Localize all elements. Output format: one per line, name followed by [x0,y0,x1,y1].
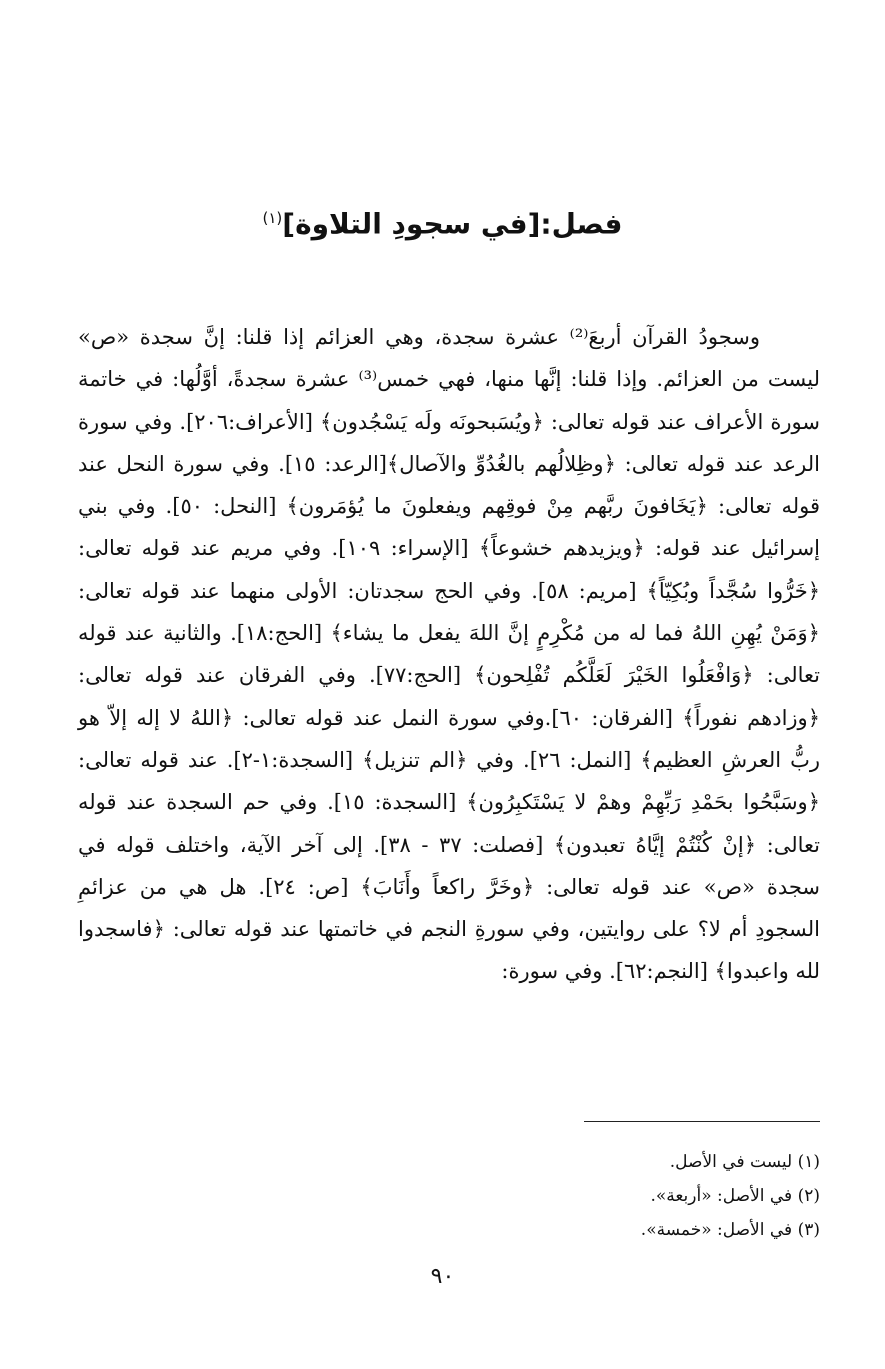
footnote-ref-1: (١) [262,209,283,227]
body-paragraph: وسجودُ القرآن أربعَ⁽²⁾ عشرة سجدة، وهي العزائم إذا قلنا: إنَّ سجدة «ص» ليست من العزائم. وإذا قلنا: إنَّها منها، فهي خمس⁽³⁾ عشرة سجدةً، أوَّلُها: في خاتمة سورة الأعراف عند قوله تعالى: ﴿ويُسَبحونَه ولَه يَسْجُدون﴾ [الأعراف:٢٠٦]. وفي سورة الرعد عند قوله تعالى: ﴿وظِلالُهم بالغُدُوِّ والآصال﴾[الرعد: ١٥]. وفي سورة النحل عند قوله تعالى: ﴿يَخَافونَ ربَّهم مِنْ فوقِهم ويفعلونَ ما يُؤمَرون﴾ [النحل: ٥٠]. وفي بني إسرائيل عند قوله: ﴿ويزيدهم خشوعاً﴾ [الإسراء: ١٠٩]. وفي مريم عند قوله تعالى: ﴿خَرُّوا سُجَّداً وبُكِيّاً﴾ [مريم: ٥٨]. وفي الحج سجدتان: الأولى منهما عند قوله تعالى: ﴿وَمَنْ يُهِنِ اللهُ فما له من مُكْرِمٍ إنَّ اللهَ يفعل ما يشاء﴾ [الحج:١٨]. والثانية عند قوله تعالى: ﴿وَافْعَلُوا الخَيْرَ لَعَلَّكُم تُفْلِحون﴾ [الحج:٧٧]. وفي الفرقان عند قوله تعالى: ﴿وزادهم نفوراً﴾ [الفرقان: ٦٠].وفي سورة النمل عند قوله تعالى: ﴿اللهُ لا إله إلاّ هو ربُّ العرشِ العظيم﴾ [النمل: ٢٦]. وفي ﴿الم تنزيل﴾ [السجدة:١-٢]. عند قوله تعالى:﴿وسَبَّحُوا بحَمْدِ رَبِّهِمْ وهمْ لا يَسْتَكبِرُون﴾ [السجدة: ١٥]. وفي حم السجدة عند قوله تعالى: ﴿إنْ كُنْتُمْ إيَّاهُ تعبدون﴾ [فصلت: ٣٧ - ٣٨]. إلى آخر الآية، واختلف قوله في سجدة «ص» عند قوله تعالى: ﴿وخَرَّ راكعاً وأَنَابَ﴾ [ص: ٢٤]. هل هي من عزائمِ السجودِ أم لا؟ على روايتين، وفي سورةِ النجم في خاتمتها عند قوله تعالى: ﴿فاسجدوا لله واعبدوا﴾ [النجم:٦٢]. وفي سورة: [78,325,821,984]
footnotes [78,1145,820,1247]
page-number: ٩٠ [430,1264,455,1289]
footnote-3: (٣) في الأصل: «خمسة». [640,1220,820,1240]
section-heading [0,198,885,244]
main-text [78,316,820,993]
footnote-2: (٢) في الأصل: «أربعة». [650,1186,820,1206]
footnote-divider [584,1121,820,1122]
section-title: فصل:[في سجودِ التلاوة] [282,207,623,241]
footnote-1: (١) ليست في الأصل. [669,1152,820,1172]
